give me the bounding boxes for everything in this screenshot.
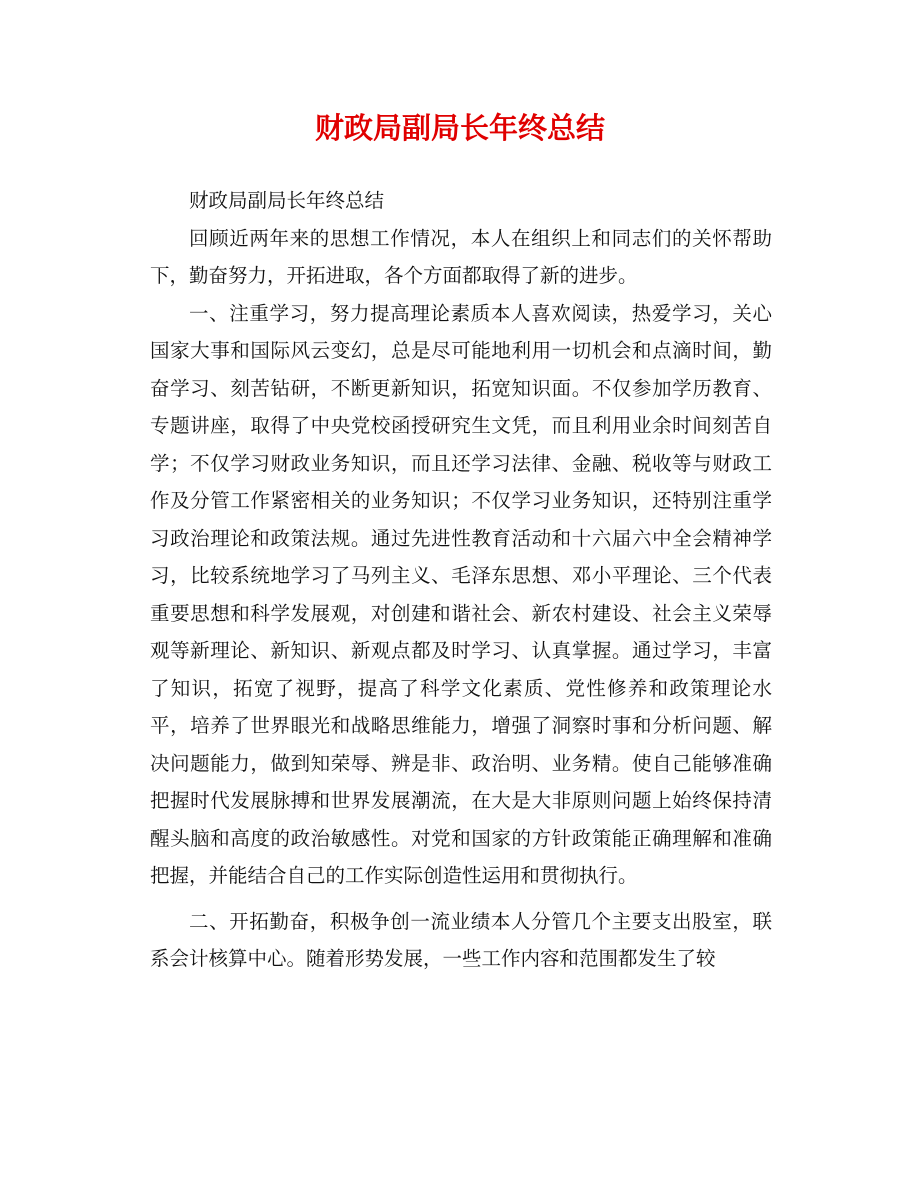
paragraph-section-two: 二、开拓勤奋，积极争创一流业绩本人分管几个主要支出股室，联系会计核算中心。随着形势发展，一些工作内容和范围都发生了较 [150,909,772,970]
paragraph-heading: 财政局副局长年终总结 [189,189,385,212]
document-body [150,182,772,978]
paragraph-intro: 回顾近两年来的思想工作情况，本人在组织上和同志们的关怀帮助下，勤奋努力，开拓进取，各个方面都取得了新的进步。 [150,226,772,287]
paragraph-section-one: 一、注重学习，努力提高理论素质本人喜欢阅读，热爱学习，关心国家大事和国际风云变幻，总是尽可能地利用一切机会和点滴时间，勤奋学习、刻苦钻研，不断更新知识，拓宽知识面。不仅参加学历教育、专题讲座，取得了中央党校函授研究生文凭，而且利用业余时间刻苦自学；不仅学习财政业务知识，而且还学习法律、金融、税收等与财政工作及分管工作紧密相关的业务知识；不仅学习业务知识，还特别注重学习政治理论和政策法规。通过先进性教育活动和十六届六中全会精神学习，比较系统地学习了马列主义、毛泽东思想、邓小平理论、三个代表重要思想和科学发展观，对创建和谐社会、新农村建设、社会主义荣辱观等新理论、新知识、新观点都及时学习、认真掌握。通过学习，丰富了知识，拓宽了视野，提高了科学文化素质、党性修养和政策理论水平，培养了世界眼光和战略思维能力，增强了洞察时事和分析问题、解决问题能力，做到知荣辱、辨是非、政治明、业务精。使自己能够准确把握时代发展脉搏和世界发展潮流，在大是大非原则问题上始终保持清醒头脑和高度的政治敏感性。对党和国家的方针政策能正确理解和准确把握，并能结合自己的工作实际创造性运用和贯彻执行。 [150,301,772,887]
document-title: 财政局副局长年终总结 [314,111,605,145]
